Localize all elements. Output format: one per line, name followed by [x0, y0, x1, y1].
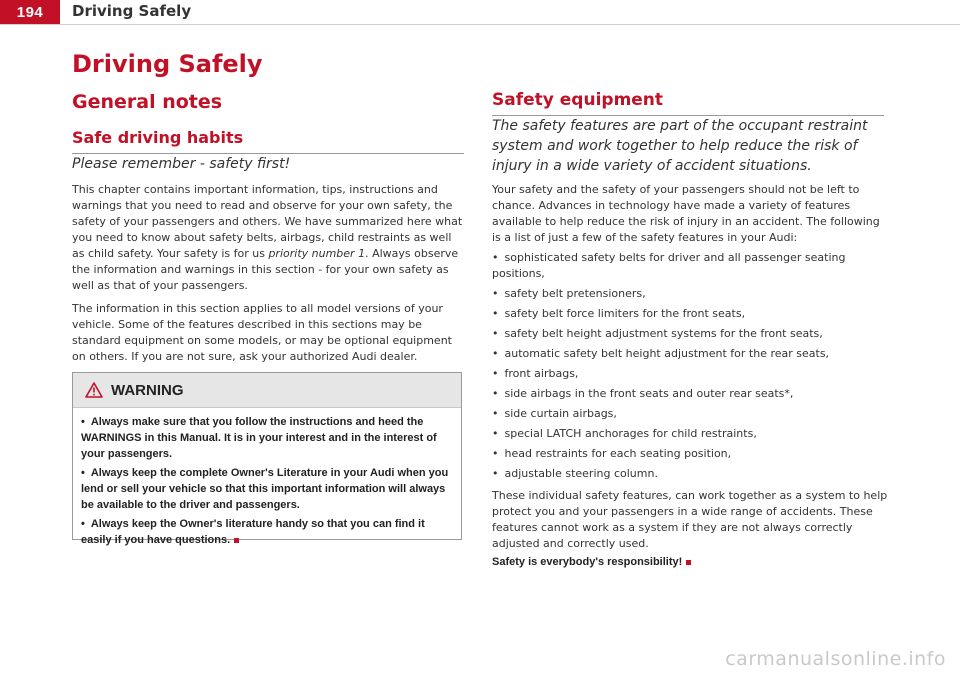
- warning-item: [81, 516, 451, 548]
- bullet-icon: [492, 367, 505, 380]
- bullet-icon: [81, 518, 91, 530]
- paragraph-intro: [72, 182, 464, 294]
- bullet-icon: [492, 307, 505, 320]
- feature-text: side airbags in the front seats and outer rear seats*,: [504, 387, 794, 400]
- safety-closing-text: Safety is everybody's responsibility!: [492, 556, 683, 568]
- bullet-icon: [492, 407, 505, 420]
- tagline: Please remember - safety first!: [72, 156, 291, 172]
- list-item: [492, 466, 890, 482]
- feature-text: safety belt pretensioners,: [504, 287, 646, 300]
- right-body: [492, 182, 890, 572]
- warning-triangle-icon: [85, 382, 103, 398]
- bullet-icon: [492, 447, 505, 460]
- safety-features-list: [492, 250, 890, 482]
- warning-item-text: Always keep the Owner's literature handy so that you can find it easily if you have questions.: [81, 518, 425, 546]
- list-item: [492, 366, 890, 382]
- safety-summary: These individual safety features, can work together as a system to help protect you and your passengers in a wide range of accidents. These features cannot work as a system if they are not always correctly adjusted and correctly used.: [492, 489, 888, 550]
- feature-text: sophisticated safety belts for driver and all passenger seating positions,: [492, 251, 846, 280]
- feature-text: adjustable steering column.: [504, 467, 658, 480]
- bullet-icon: [81, 416, 91, 428]
- feature-text: safety belt force limiters for the front seats,: [504, 307, 746, 320]
- feature-text: safety belt height adjustment systems for the front seats,: [504, 327, 823, 340]
- list-item: [492, 426, 890, 442]
- warning-header: [73, 373, 461, 408]
- safety-closing: [492, 556, 890, 568]
- list-item: [492, 306, 890, 322]
- left-body: [72, 182, 464, 372]
- page-number: 194: [0, 0, 60, 24]
- paragraph-applicability: The information in this section applies to all model versions of your vehicle. Some of the features described in this sections may be standard equipment on some models, or may be optional equipment on others. If you are not sure, ask your authorized Audi dealer.: [72, 302, 452, 363]
- list-item: [492, 386, 890, 402]
- warning-item-text: Always keep the complete Owner's Literature in your Audi when you lend or sell your vehicle so that this important information will always be available to the driver and passengers.: [81, 467, 449, 511]
- warning-item: [81, 465, 451, 513]
- warning-box: [72, 372, 462, 546]
- list-item: [492, 326, 890, 342]
- list-item: [492, 286, 890, 302]
- end-of-section-icon: [234, 538, 239, 543]
- section-title-safety-equipment: Safety equipment: [492, 90, 884, 116]
- priority-emphasis: priority number 1: [268, 247, 366, 260]
- paragraph-intro-end: . Always observe the information and warnings in this section - for your own safety as well as that of your passengers.: [72, 247, 459, 292]
- header-rule: [0, 24, 960, 25]
- safety-intro: The safety features are part of the occupant restraint system and work together to help reduce the risk of injury in a wide variety of accident situations.: [492, 118, 868, 174]
- list-item: [492, 446, 890, 462]
- feature-text: automatic safety belt height adjustment for the rear seats,: [504, 347, 830, 360]
- bullet-icon: [492, 467, 505, 480]
- feature-text: special LATCH anchorages for child restraints,: [504, 427, 757, 440]
- warning-item-text: Always make sure that you follow the instructions and heed the WARNINGS in this Manual. It is in your interest and in the interest of your passengers.: [81, 416, 437, 460]
- running-head: Driving Safely: [72, 2, 192, 20]
- list-item: [492, 250, 890, 282]
- list-item: [492, 346, 890, 362]
- bullet-icon: [492, 327, 505, 340]
- chapter-title: Driving Safely: [72, 50, 263, 78]
- warning-list: [73, 408, 461, 548]
- bullet-icon: [492, 347, 505, 360]
- bullet-icon: [492, 427, 505, 440]
- end-of-section-icon: [686, 560, 691, 565]
- safety-lead: Your safety and the safety of your passengers should not be left to chance. Advances in technology have made a variety of features available to help reduce the risk of injury in an accident. The following is a list of just a few of the safety features in your Audi:: [492, 183, 880, 244]
- subsection-title-safe-driving: Safe driving habits: [72, 128, 464, 154]
- section-title-general-notes: General notes: [72, 91, 223, 113]
- bullet-icon: [492, 387, 505, 400]
- warning-item: [81, 414, 451, 462]
- list-item: [492, 406, 890, 422]
- watermark: carmanualsonline.info: [725, 648, 946, 670]
- bullet-icon: [492, 287, 505, 300]
- paragraph-intro-start: This chapter contains important information, tips, instructions and warnings that you need to read and observe for your own safety, the safety of your passengers and others. We have summarized here what you need to know about safety belts, airbags, child restraints as well as child safety. Your safety is for us: [72, 183, 463, 260]
- feature-text: side curtain airbags,: [504, 407, 617, 420]
- feature-text: front airbags,: [504, 367, 579, 380]
- bullet-icon: [81, 467, 91, 479]
- warning-title: WARNING: [111, 381, 184, 399]
- bullet-icon: [492, 251, 505, 264]
- feature-text: head restraints for each seating position,: [504, 447, 732, 460]
